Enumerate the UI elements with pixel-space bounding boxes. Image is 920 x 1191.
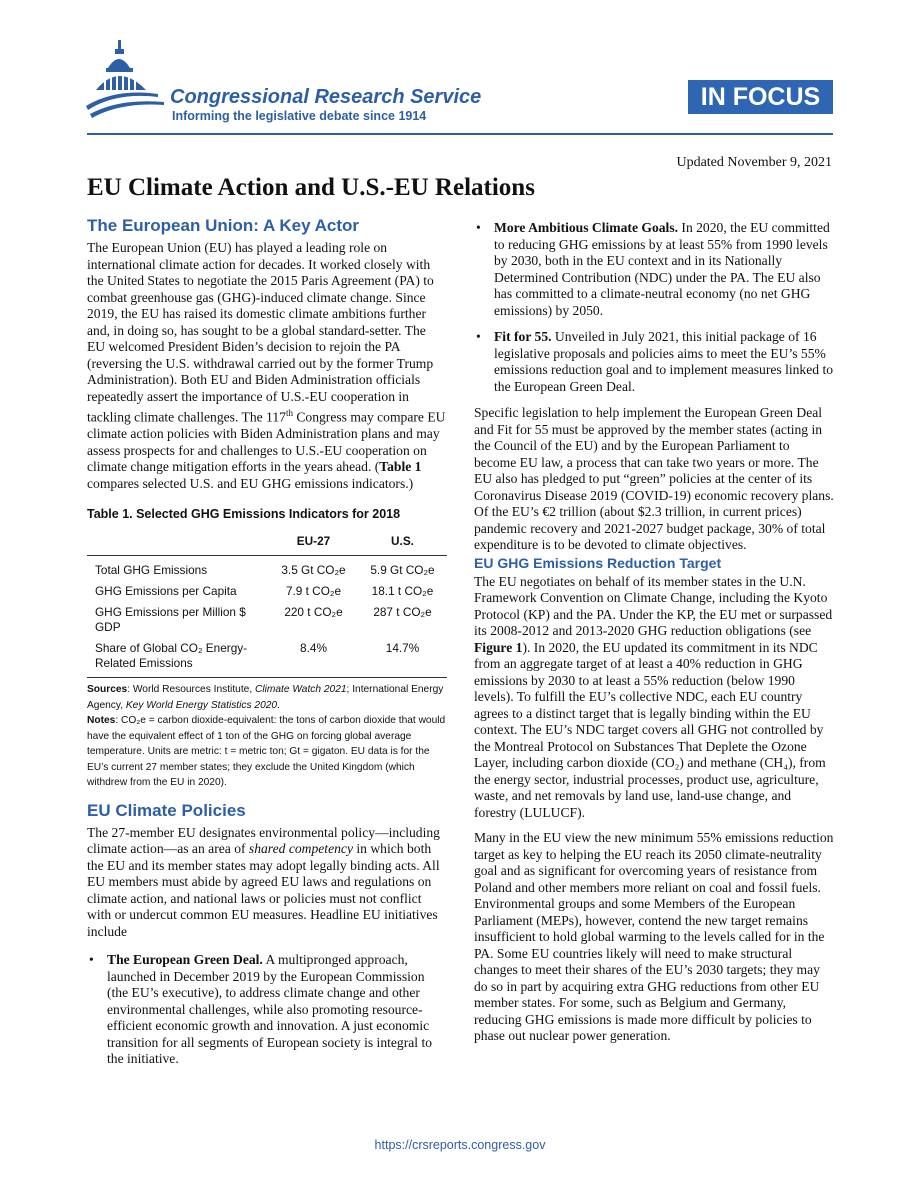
views-paragraph: Many in the EU view the new minimum 55% emissions reduction target as key to helping the EU reach its 2050 climate-neutrality goal and as significant for overcoming years of resistance from Poland and other members more reliant on coal and fossil fuels. Environmental groups and some Members of the European Parliament (MEPs), however, contend the new target remains insufficient to hold global warming to the levels called for in the PA. Some EU countries likely will need to make structural changes to meet their shares of the EU’s 2030 targets; they may do so in part by acquiring extra GHG reductions from other EU member states. For some, such as Belgium and Germany, reducing GHG emissions is made more difficult by policies to phase out nuclear power generation.: [474, 830, 834, 1043]
table-sources: Sources: World Resources Institute, Climate Watch 2021; International Energy Agency, Key World Energy Statistics 2020.: [87, 684, 444, 711]
ghg-indicators-table: [87, 528, 447, 678]
list-item: • The European Green Deal. A multipronged approach, launched in December 2019 by the European Commission (the EU’s executive), to address climate change and other environmental challenges, while also promoting resource-efficient economic growth and innovation. A just economic transition for all segments of European society is integral to the initiative.: [89, 952, 433, 1067]
org-name: Congressional Research Service: [170, 86, 482, 108]
initiatives-list: [87, 952, 447, 1068]
initiatives-list-continued: [474, 220, 834, 395]
table-title: Table 1. Selected GHG Emissions Indicators for 2018: [87, 507, 401, 522]
page-title: EU Climate Action and U.S.-EU Relations: [87, 174, 535, 201]
capitol-dome-logo-icon: [86, 40, 166, 120]
left-column: [87, 216, 447, 1078]
right-column: [474, 216, 834, 1045]
table-notes: Notes: CO₂e = carbon dioxide-equivalent: the tons of carbon dioxide that would have the equivalent effect of 1 ton of the GHG on forcing global average temperature. Units are metric: t = metric ton; Gt = gigaton. EU data is for the EU’s current 27 member states; they exclude the United Kingdom (which withdrew from the EU in 2020).: [87, 715, 446, 789]
list-item: • More Ambitious Climate Goals. In 2020, the EU committed to reducing GHG emissions by at least 55% from 1990 levels by 2030, both in the EU context and in its Nationally Determined Contribution (NDC) under the PA. The EU also has committed to a climate-neutral economy (no net GHG emissions) by 2050.: [476, 220, 830, 318]
table-1-reference: Table 1: [379, 459, 422, 475]
target-paragraph: The EU negotiates on behalf of its member states in the U.N. Framework Convention on Climate Change, including the Kyoto Protocol (KP) and the PA. Under the KP, the EU met or surpassed its 2008-2012 and 2013-2020 GHG reduction obligations (see Figure 1). In 2020, the EU updated its commitment in its NDC from an aggregate target of at least a 40% reduction in GHG emissions by 2030 to at least a 55% reduction (below 1990 levels). To fulfill the EU’s collective NDC, each EU country agrees to a distinct target that is legally binding within the EU context. The EU’s NDC target covers all GHG not controlled by the Montreal Protocol on Substances That Deplete the Ozone Layer, including carbon dioxide (CO₂) and methane (CH₄), from the energy sector, industrial processes, product use, agriculture, waste, and net removals by land use, land-use change, and forestry (LULUCF).: [474, 573, 833, 820]
section-heading-reduction-target: EU GHG Emissions Reduction Target: [474, 554, 722, 571]
in-focus-badge: IN FOCUS: [688, 80, 833, 114]
legislation-paragraph: Specific legislation to help implement the European Green Deal and Fit for 55 must be approved by the member states (acting in the Council of the EU) and by the European Parliament to become EU law, a process that can take two years or more. The EU also has pledged to put “green” policies at the center of its Coronavirus Disease 2019 (COVID-19) economic recovery plans. Of the EU’s €2 trillion (about $2.3 trillion, in current prices) pandemic recovery and 2021-2027 budget package, 30% of total expenditure is to be devoted to climate objectives.: [474, 405, 834, 552]
figure-1-reference: Figure 1: [474, 639, 523, 655]
table-row: Total GHG Emissions 3.5 Gt CO₂e 5.9 Gt CO₂e: [95, 563, 435, 578]
table-row: Share of Global CO₂ Energy-Related Emissions 8.4% 14.7%: [87, 638, 447, 678]
list-item: • Fit for 55. Unveiled in July 2021, this initial package of 16 legislative proposals and policies aims to meet the EU’s 55% emissions reduction goal and to implement measures linked to the European Green Deal.: [476, 329, 834, 394]
table-row: GHG Emissions per Million $ GDP 220 t CO₂e 287 t CO₂e: [95, 605, 432, 635]
section-heading-climate-policies: EU Climate Policies: [87, 800, 246, 820]
footer-url[interactable]: https://crsreports.congress.gov: [374, 1138, 546, 1152]
table-header-row: [87, 528, 447, 556]
header-rule: [87, 133, 833, 135]
updated-date: Updated November 9, 2021: [676, 155, 832, 170]
org-tagline: Informing the legislative debate since 1914: [172, 109, 427, 123]
column-header: EU-27: [269, 528, 358, 556]
policies-paragraph: The 27-member EU designates environmental policy—including climate action—as an area of shared competency in which both the EU and its member states may adopt legally binding acts. All EU members must abide by agreed EU laws and regulations on climate action, and national laws or policies must not conflict with or undercut common EU measures. Headline EU initiatives include: [87, 824, 440, 939]
table-row: GHG Emissions per Capita 7.9 t CO₂e 18.1 t CO₂e: [95, 584, 434, 599]
column-header: U.S.: [358, 528, 447, 556]
section-heading-key-actor: The European Union: A Key Actor: [87, 216, 360, 235]
intro-paragraph: The European Union (EU) has played a leading role on international climate action for decades. It worked closely with the United States to negotiate the 2015 Paris Agreement (PA) to combat greenhouse gas (GHG)-induced climate change. Since 2019, the EU has raised its domestic climate ambitions further and, in doing so, has sought to be a global standard-setter. The EU welcomed President Biden’s decision to rejoin the PA (reversing the U.S. withdrawal carried out by the former Trump Administration). Both EU and Biden Administration officials repeatedly assert the importance of U.S.-EU cooperation in tackling climate challenges. The 117th Congress may compare EU climate action policies with Biden Administration plans and may assess prospects for and challenges to U.S.-EU cooperation on climate change mitigation efforts in the years ahead. (Table 1 compares selected U.S. and EU GHG emissions indicators.): [87, 240, 446, 491]
